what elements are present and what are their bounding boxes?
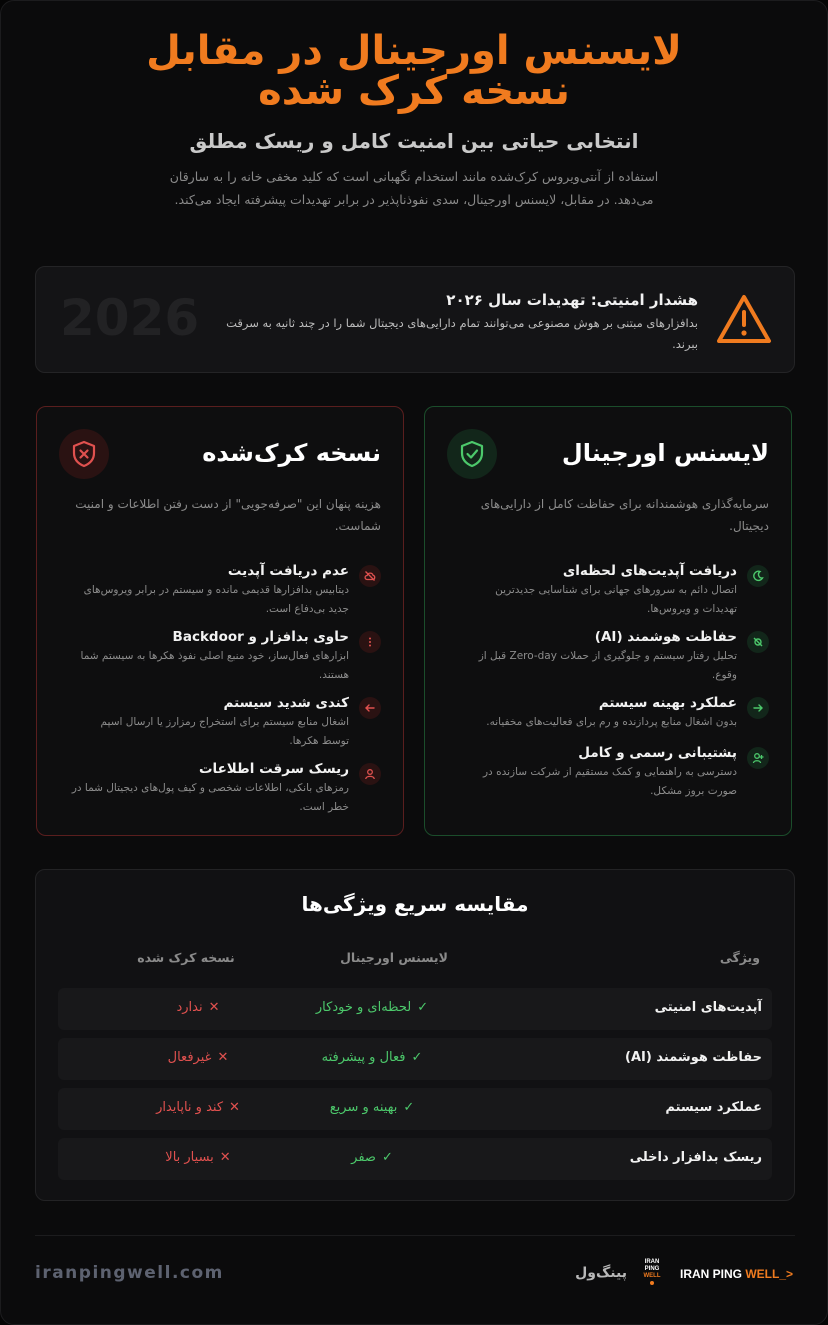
check-icon: ✓ — [381, 1150, 393, 1165]
original-feature-item — [449, 695, 769, 732]
table-row — [58, 988, 772, 1030]
cracked-feature-item — [61, 761, 381, 817]
footer-brand-wordmark: IRAN PING WELL_> — [679, 1267, 793, 1281]
cracked-feature-item — [61, 563, 381, 619]
feature-title: دریافت آپدیت‌های لحظه‌ای — [562, 563, 737, 579]
moon-icon — [747, 565, 769, 587]
cracked-card-title: نسخه کرک‌شده — [202, 439, 381, 467]
header-feature: ویژگی — [719, 950, 760, 965]
page-description: استفاده از آنتی‌ویروس کرک‌شده مانند استخدام نگهبانی است که کلید مخفی خانه را به سارقان می‌دهد. در مقابل، لایسنس اورجینال، سدی نفوذناپذیر در برابر تهدیدات پیشرفته ایجاد می‌کند. — [169, 169, 659, 207]
row-original-value: ✓فعال و پیشرفته — [321, 1050, 423, 1065]
feature-text: ابزارهای فعال‌ساز، خود منبع اصلی نفوذ هکرها به سیستم شما هستند. — [80, 650, 349, 681]
original-license-card — [424, 406, 792, 836]
shield-check-icon — [447, 429, 497, 479]
feature-text: اتصال دائم به سرورهای جهانی برای شناسایی جدیدترین تهدیدات و ویروس‌ها. — [495, 584, 737, 615]
page-subtitle: انتخابی حیاتی بین امنیت کامل و ریسک مطلق — [189, 129, 639, 153]
cross-icon: ✕ — [229, 1100, 240, 1115]
row-feature: ریسک بدافزار داخلی — [629, 1150, 762, 1165]
feature-title: حفاظت هوشمند (AI) — [594, 629, 737, 645]
feature-text: اشغال منابع سیستم برای استخراج رمزارز یا ارسال اسپم توسط هکرها. — [100, 716, 349, 747]
header-cracked: نسخه کرک شده — [137, 950, 235, 965]
table-row — [58, 1088, 772, 1130]
comparison-title: مقایسه سریع ویژگی‌ها — [301, 892, 529, 916]
feature-text: دیتابیس بدافزارها قدیمی مانده و سیستم در برابر ویروس‌های جدید بی‌دفاع است. — [83, 584, 349, 615]
table-row — [58, 1038, 772, 1080]
footer-divider — [35, 1235, 795, 1236]
brand-logo-icon: IRAN PING WELL — [639, 1259, 665, 1289]
feature-title: عدم دریافت آپدیت — [227, 563, 349, 579]
user-icon — [359, 763, 381, 785]
row-cracked-value: ✕کند و ناپایدار — [156, 1100, 240, 1115]
row-original-value: ✓لحظه‌ای و خودکار — [315, 1000, 429, 1015]
feature-text: دسترسی به راهنمایی و کمک مستقیم از شرکت سازنده در صورت بروز مشکل. — [482, 766, 737, 797]
hero-section — [1, 1, 827, 211]
original-feature-item — [449, 745, 769, 801]
page-title: لایسنس اورجینال در مقابل نسخه کرک شده — [146, 28, 682, 114]
row-original-value: ✓صفر — [351, 1150, 393, 1165]
row-feature: آپدیت‌های امنیتی — [654, 1000, 762, 1015]
check-icon: ✓ — [417, 1000, 429, 1015]
header-original: لایسنس اورجینال — [340, 950, 448, 965]
alert-year-watermark: 2026 — [60, 289, 200, 347]
arrow-icon — [747, 697, 769, 719]
security-alert-box — [35, 266, 795, 373]
brain-icon — [747, 631, 769, 653]
alert-text: بدافزارهای مبتنی بر هوش مصنوعی می‌توانند تمام دارایی‌های دیجیتال شما را در چند ثانیه به سرقت ببرند. — [226, 316, 698, 351]
original-card-subtitle: سرمایه‌گذاری هوشمندانه برای حفاظت کامل از دارایی‌های دیجیتال. — [480, 497, 769, 533]
feature-text: رمزهای بانکی، اطلاعات شخصی و کیف پول‌های دیجیتال شما در خطر است. — [71, 782, 349, 813]
feature-title: کندی شدید سیستم — [223, 695, 349, 711]
more-icon — [359, 631, 381, 653]
feature-title: عملکرد بهینه سیستم — [598, 695, 737, 711]
arrow-left-icon — [359, 697, 381, 719]
row-feature: عملکرد سیستم — [665, 1100, 762, 1115]
cracked-card-subtitle: هزینه پنهان این "صرفه‌جویی" از دست رفتن اطلاعات و امنیت شماست. — [75, 497, 381, 533]
original-feature-item — [449, 563, 769, 619]
warning-triangle-icon — [716, 293, 772, 345]
cross-icon: ✕ — [217, 1050, 229, 1065]
footer-domain-link[interactable]: iranpingwell.com — [35, 1263, 224, 1283]
row-original-value: ✓بهینه و سریع — [329, 1100, 415, 1115]
original-card-title: لایسنس اورجینال — [561, 439, 769, 467]
feature-title: ریسک سرقت اطلاعات — [198, 761, 349, 777]
cloud-off-icon — [359, 565, 381, 587]
comparison-table — [35, 869, 795, 1201]
shield-x-icon — [59, 429, 109, 479]
cracked-feature-item — [61, 695, 381, 751]
row-cracked-value: ✕غیرفعال — [167, 1050, 229, 1065]
row-feature: حفاظت هوشمند (AI) — [625, 1050, 762, 1065]
support-icon — [747, 747, 769, 769]
check-icon: ✓ — [403, 1100, 415, 1115]
feature-title: حاوی بدافزار و Backdoor — [172, 629, 349, 645]
feature-text: تحلیل رفتار سیستم و جلوگیری از حملات Zero-day قبل از وقوع. — [478, 650, 737, 681]
cross-icon: ✕ — [219, 1150, 231, 1165]
alert-title: هشدار امنیتی: تهدیدات سال ۲۰۲۶ — [446, 291, 698, 309]
row-cracked-value: ✕ندارد — [176, 1000, 220, 1015]
feature-text: بدون اشغال منابع پردازنده و رم برای فعالیت‌های مخفیانه. — [486, 716, 737, 728]
table-row — [58, 1138, 772, 1180]
original-feature-item — [449, 629, 769, 685]
check-icon: ✓ — [411, 1050, 423, 1065]
cracked-version-card — [36, 406, 404, 836]
cross-icon: ✕ — [208, 1000, 220, 1015]
row-cracked-value: ✕بسیار بالا — [165, 1150, 231, 1165]
cracked-feature-item — [61, 629, 381, 685]
footer-brand-name: پینگ‌ول — [575, 1265, 627, 1281]
feature-title: پشتیبانی رسمی و کامل — [578, 745, 737, 761]
